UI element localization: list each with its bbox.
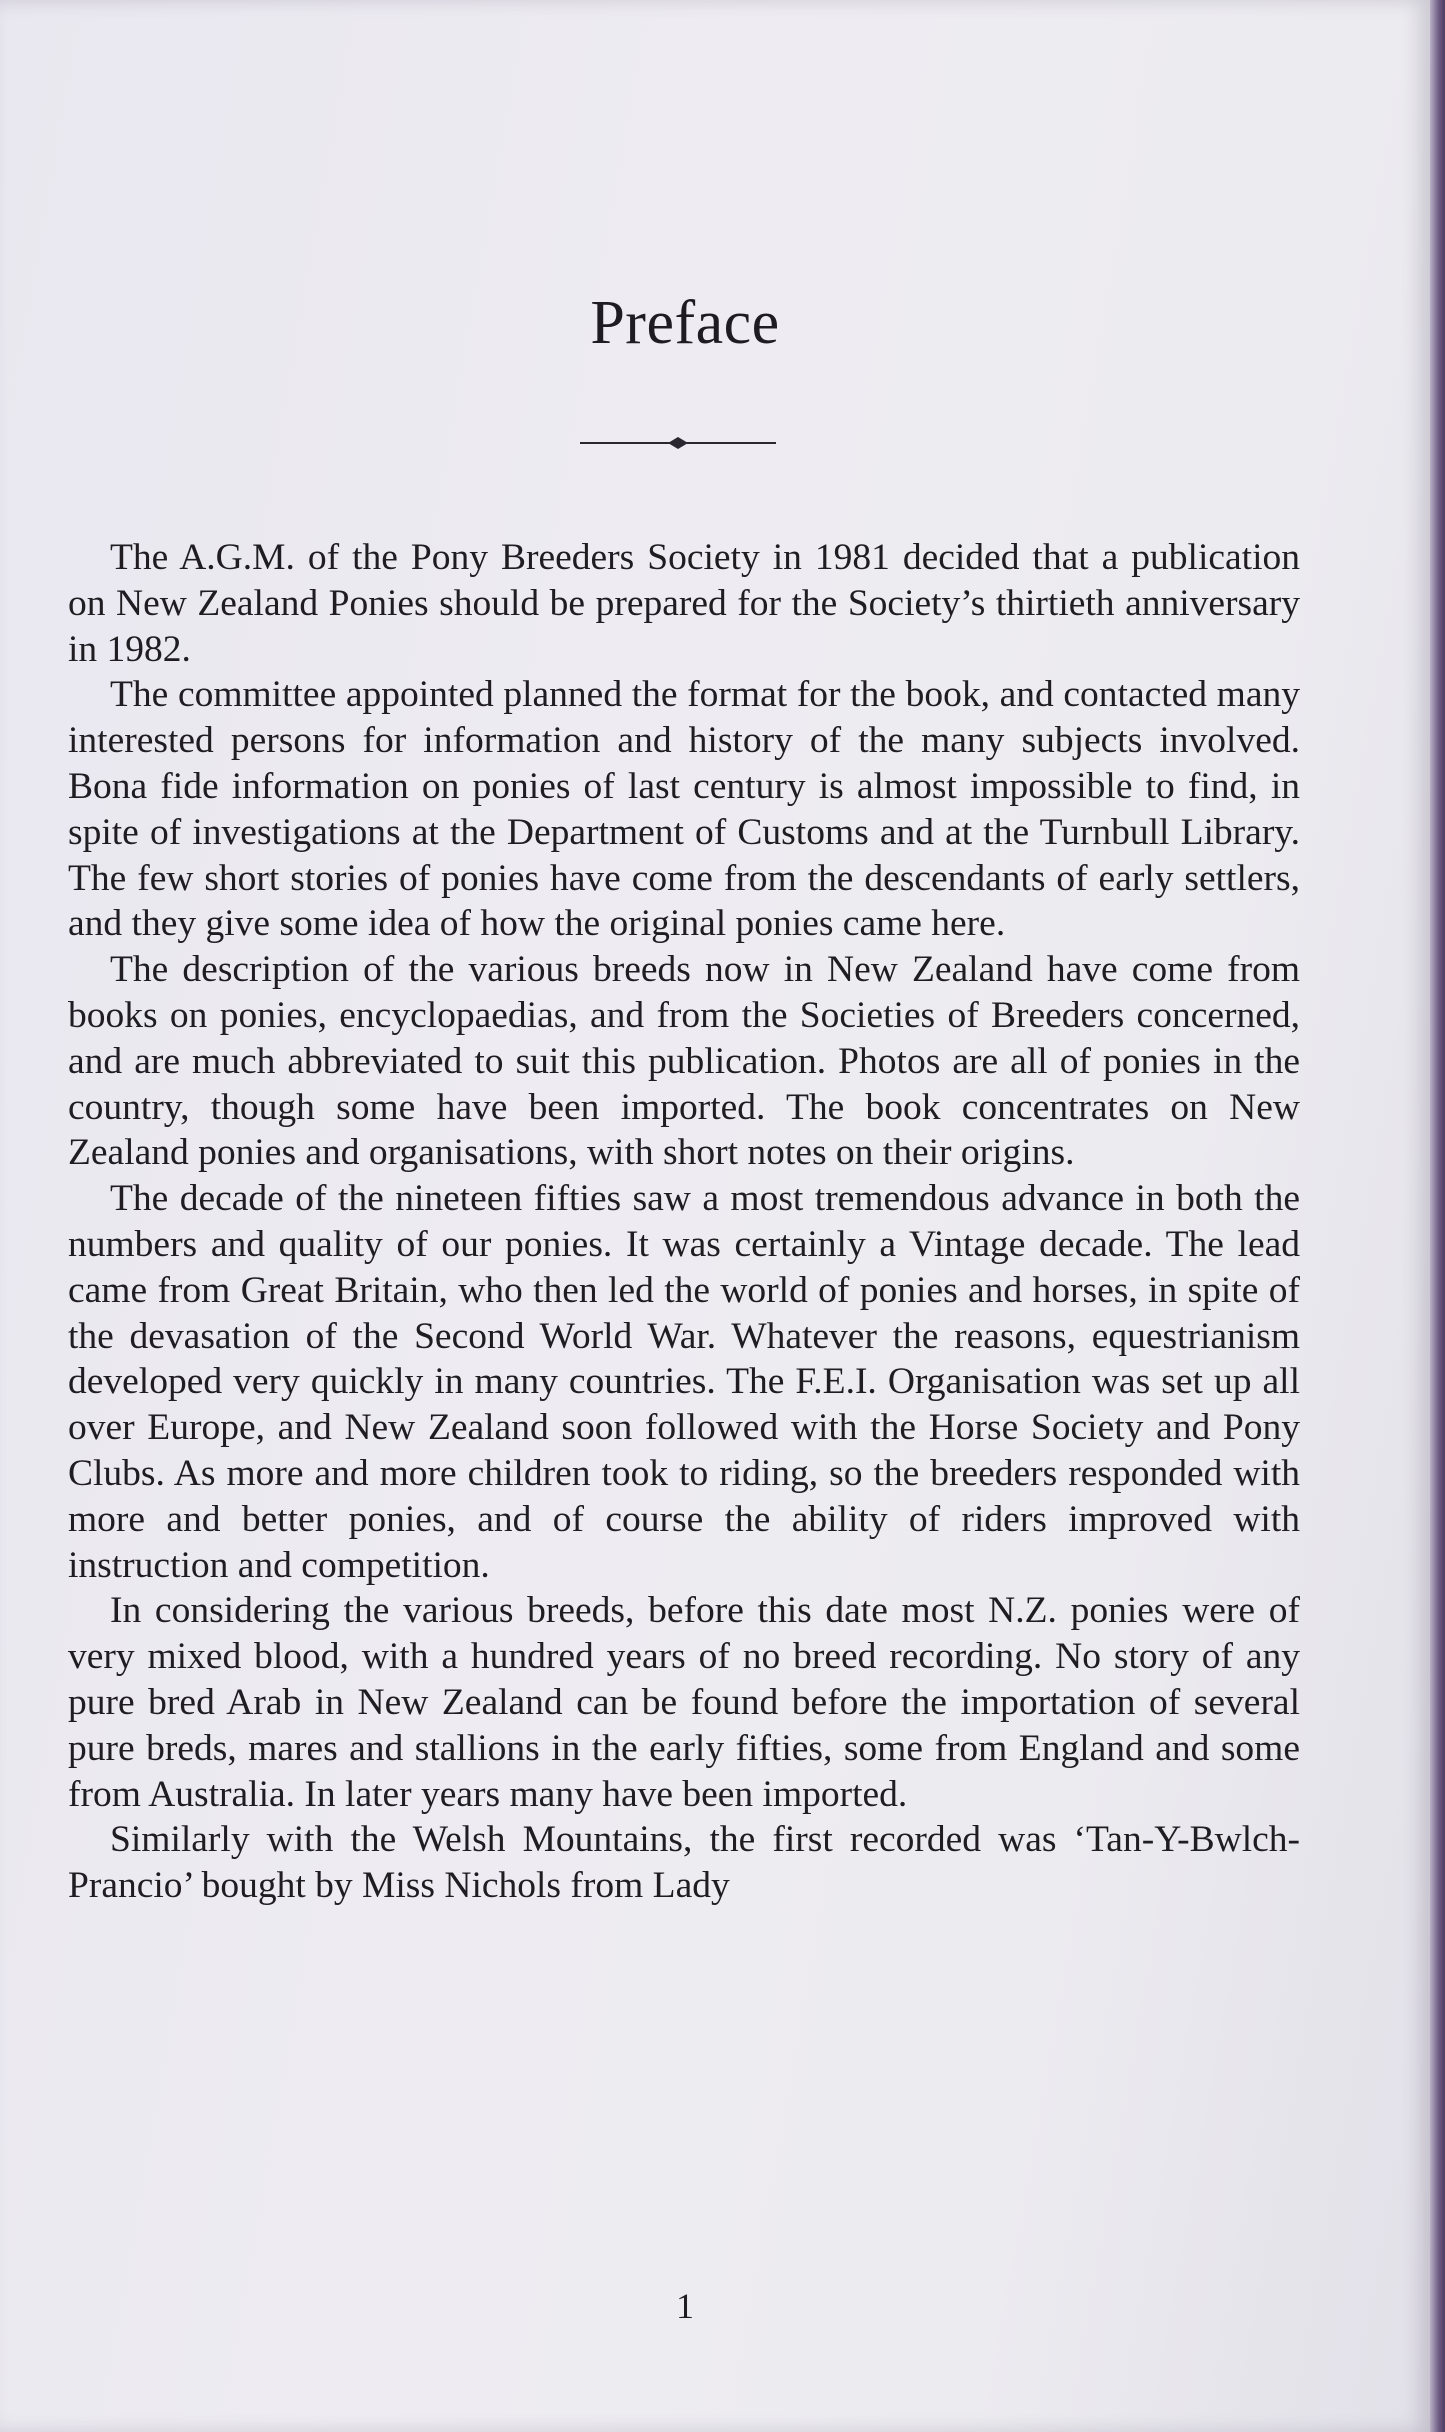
page-edge (1430, 0, 1445, 2432)
paragraph-3: The description of the various breeds now in New Zealand have come from books on ponies, encyclopaedias, and from the Societies of Breeders concerned, and are much abbreviated to suit this publication. Photos are all of ponies in the country, though some have been imported. The book concentrates on New Zealand ponies and organisations, with short notes on their origins. (68, 949, 1300, 1174)
paragraph-2: The committee appointed planned the format for the book, and contacted many interested persons for information and history of the many subjects involved. Bona fide information on ponies of last century is almost impossible to find, in spite of investigations at the Department of Customs and at the Turnbull Library. The few short stories of ponies have come from the descendants of early settlers, and they give some idea of how the original ponies came here. (68, 674, 1300, 945)
paragraph-5: In considering the various breeds, before this date most N.Z. ponies were of very mixed blood, with a hundred years of no breed recording. No story of any pure bred Arab in New Zealand can be found before the importation of several pure breds, mares and stallions in the early fifties, some from England and some from Australia. In later years many have been imported. (68, 1590, 1300, 1815)
paragraph-6: Similarly with the Welsh Mountains, the first recorded was ‘Tan-Y-Bwlch-Prancio’ bought by Miss Nichols from Lady (68, 1819, 1300, 1907)
page-title: Preface (590, 289, 780, 357)
preface-text (68, 535, 1300, 1909)
paragraph-4: The decade of the nineteen fifties saw a most tremendous advance in both the numbers and quality of our ponies. It was certainly a Vintage decade. The lead came from Great Britain, who then led the world of ponies and horses, in spite of the devasation of the Second World War. Whatever the reasons, equestrianism developed very quickly in many countries. The F.E.I. Organisation was set up all over Europe, and New Zealand soon followed with the Horse Society and Pony Clubs. As more and more children took to riding, so the breeders responded with more and better ponies, and of course the ability of riders improved with instruction and competition. (68, 1178, 1300, 1586)
paragraph-1: The A.G.M. of the Pony Breeders Society in 1981 decided that a publication on New Zealand Ponies should be prepared for the Society’s thirtieth anniversary in 1982. (68, 537, 1300, 670)
title-ornament (580, 436, 776, 450)
page-number: 1 (676, 2286, 694, 2326)
